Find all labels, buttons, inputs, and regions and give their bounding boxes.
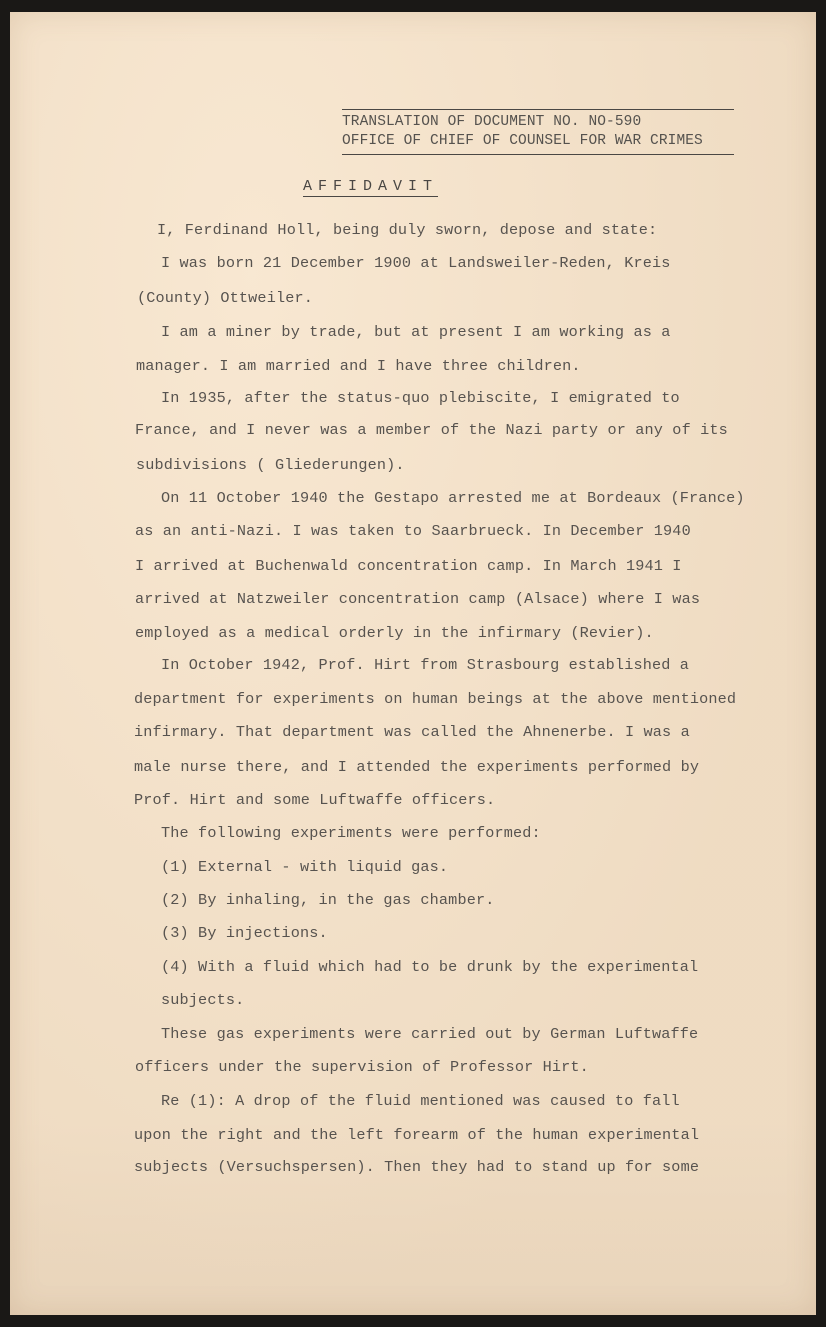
text-line: employed as a medical orderly in the infirmary (Revier). — [135, 624, 654, 642]
text-line: (3) By injections. — [161, 924, 328, 942]
text-line: (1) External - with liquid gas. — [161, 858, 449, 876]
text-line: I arrived at Buchenwald concentration camp. In March 1941 I — [135, 557, 682, 575]
text-line: I, Ferdinand Holl, being duly sworn, depose and state: — [157, 221, 658, 239]
text-line: as an anti-Nazi. I was taken to Saarbrueck. In December 1940 — [135, 522, 691, 540]
text-line: (2) By inhaling, in the gas chamber. — [161, 891, 495, 909]
text-line: upon the right and the left forearm of the human experimental — [134, 1126, 700, 1144]
text-line: On 11 October 1940 the Gestapo arrested me at Bordeaux (France) — [161, 489, 745, 507]
text-line: In 1935, after the status-quo plebiscite, I emigrated to — [161, 389, 680, 407]
text-line: France, and I never was a member of the Nazi party or any of its — [135, 421, 728, 439]
header-office: OFFICE OF CHIEF OF COUNSEL FOR WAR CRIMES — [342, 133, 703, 149]
text-line: In October 1942, Prof. Hirt from Strasbourg established a — [161, 656, 690, 674]
text-line: subjects. — [161, 991, 245, 1009]
text-line: department for experiments on human beings at the above mentioned — [134, 690, 737, 708]
document-title: AFFIDAVIT — [303, 178, 439, 195]
text-line: subjects (Versuchspersen). Then they had to stand up for some — [134, 1158, 700, 1176]
text-line: officers under the supervision of Professor Hirt. — [135, 1058, 589, 1076]
text-line: infirmary. That department was called the Ahnenerbe. I was a — [134, 723, 690, 741]
text-line: arrived at Natzweiler concentration camp (Alsace) where I was — [135, 590, 701, 608]
text-line: (4) With a fluid which had to be drunk by the experimental — [161, 958, 699, 976]
text-line: These gas experiments were carried out by German Luftwaffe — [161, 1025, 699, 1043]
text-line: manager. I am married and I have three children. — [136, 357, 581, 375]
text-line: I am a miner by trade, but at present I am working as a — [161, 323, 671, 341]
text-line: (County) Ottweiler. — [137, 289, 314, 307]
text-line: male nurse there, and I attended the experiments performed by — [134, 758, 700, 776]
text-line: Prof. Hirt and some Luftwaffe officers. — [134, 791, 496, 809]
text-line: subdivisions ( Gliederungen). — [136, 456, 405, 474]
text-line: I was born 21 December 1900 at Landsweiler-Reden, Kreis — [161, 254, 671, 272]
text-line: The following experiments were performed: — [161, 824, 541, 842]
header-document-number: TRANSLATION OF DOCUMENT NO. NO-590 — [342, 114, 642, 130]
text-line: Re (1): A drop of the fluid mentioned was caused to fall — [161, 1092, 680, 1110]
